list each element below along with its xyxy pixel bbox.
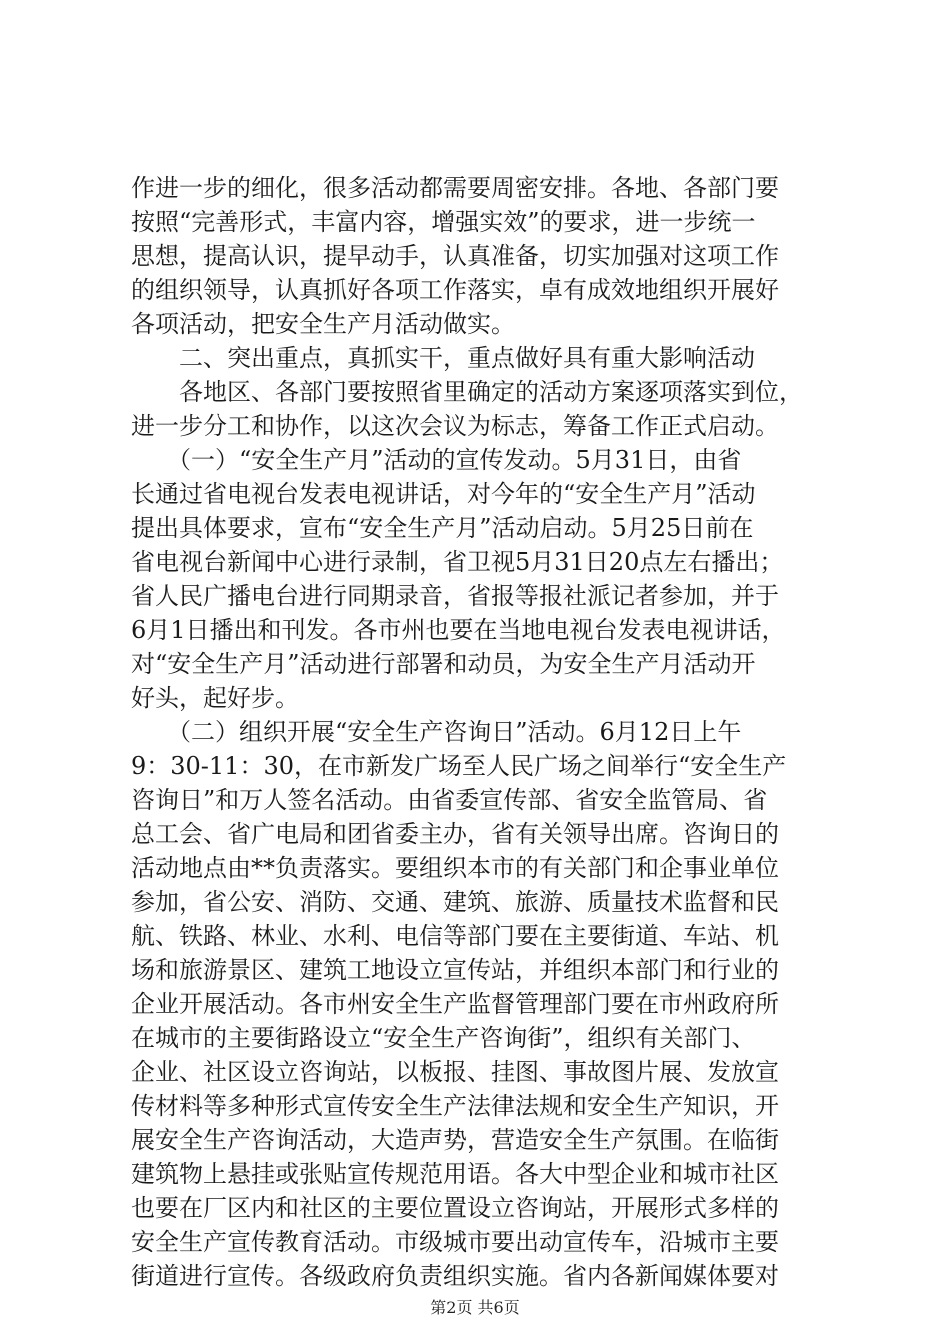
text-line: 航、铁路、林业、水利、电信等部门要在主要街道、车站、机	[131, 922, 779, 950]
text-line: 按照“完善形式，丰富内容，增强实效”的要求，进一步统一	[131, 208, 756, 236]
text-line: 各地区、各部门要按照省里确定的活动方案逐项落实到位，	[131, 378, 803, 406]
text-line: （一）“安全生产月”活动的宣传发动。5月31日，由省	[131, 446, 742, 474]
page-footer: 第2页 共6页	[430, 1298, 520, 1317]
text-line: 提出具体要求，宣布“安全生产月”活动启动。5月25日前在	[131, 514, 754, 542]
text-line: 二、突出重点，真抓实干，重点做好具有重大影响活动	[131, 344, 755, 372]
text-line: 街道进行宣传。各级政府负责组织实施。省内各新闻媒体要对	[131, 1262, 779, 1290]
text-line: 展安全生产咨询活动，大造声势，营造安全生产氛围。在临街	[131, 1126, 779, 1154]
text-line: 在城市的主要街路设立“安全生产咨询街”，组织有关部门、	[131, 1024, 756, 1052]
text-line: 的组织领导，认真抓好各项工作落实，卓有成效地组织开展好	[131, 276, 779, 304]
text-line: 咨询日”和万人签名活动。由省委宣传部、省安全监管局、省	[131, 786, 768, 814]
text-line: 进一步分工和协作，以这次会议为标志，筹备工作正式启动。	[131, 412, 779, 440]
document-body	[131, 171, 826, 1293]
text-line: 建筑物上悬挂或张贴宣传规范用语。各大中型企业和城市社区	[131, 1160, 779, 1188]
text-line: 长通过省电视台发表电视讲话，对今年的“安全生产月”活动	[131, 480, 756, 508]
text-line: 9：30-11：30，在市新发广场至人民广场之间举行“安全生产	[131, 752, 787, 780]
text-line: 各项活动，把安全生产月活动做实。	[131, 310, 515, 338]
text-line: （二）组织开展“安全生产咨询日”活动。6月12日上午	[131, 718, 742, 746]
text-line: 作进一步的细化，很多活动都需要周密安排。各地、各部门要	[131, 174, 779, 202]
text-line: 场和旅游景区、建筑工地设立宣传站，并组织本部门和行业的	[131, 956, 779, 984]
text-line: 也要在厂区内和社区的主要位置设立咨询站，开展形式多样的	[131, 1194, 779, 1222]
text-line: 对“安全生产月”活动进行部署和动员，为安全生产月活动开	[131, 650, 756, 678]
text-line: 好头，起好步。	[131, 684, 299, 712]
text-line: 省人民广播电台进行同期录音，省报等报社派记者参加，并于	[131, 582, 779, 610]
text-line: 企业开展活动。各市州安全生产监督管理部门要在市州政府所	[131, 990, 779, 1018]
text-line: 省电视台新闻中心进行录制，省卫视5月31日20点左右播出；	[131, 548, 784, 576]
text-line: 活动地点由**负责落实。要组织本市的有关部门和企事业单位	[131, 854, 779, 882]
text-line: 参加，省公安、消防、交通、建筑、旅游、质量技术监督和民	[131, 888, 779, 916]
text-line: 思想，提高认识，提早动手，认真准备，切实加强对这项工作	[131, 242, 779, 270]
text-line: 传材料等多种形式宣传安全生产法律法规和安全生产知识，开	[131, 1092, 779, 1120]
text-line: 安全生产宣传教育活动。市级城市要出动宣传车，沿城市主要	[131, 1228, 779, 1256]
text-line: 6月1日播出和刊发。各市州也要在当地电视台发表电视讲话，	[131, 616, 786, 644]
text-line: 总工会、省广电局和团省委主办，省有关领导出席。咨询日的	[131, 820, 779, 848]
text-line: 企业、社区设立咨询站，以板报、挂图、事故图片展、发放宣	[131, 1058, 779, 1086]
